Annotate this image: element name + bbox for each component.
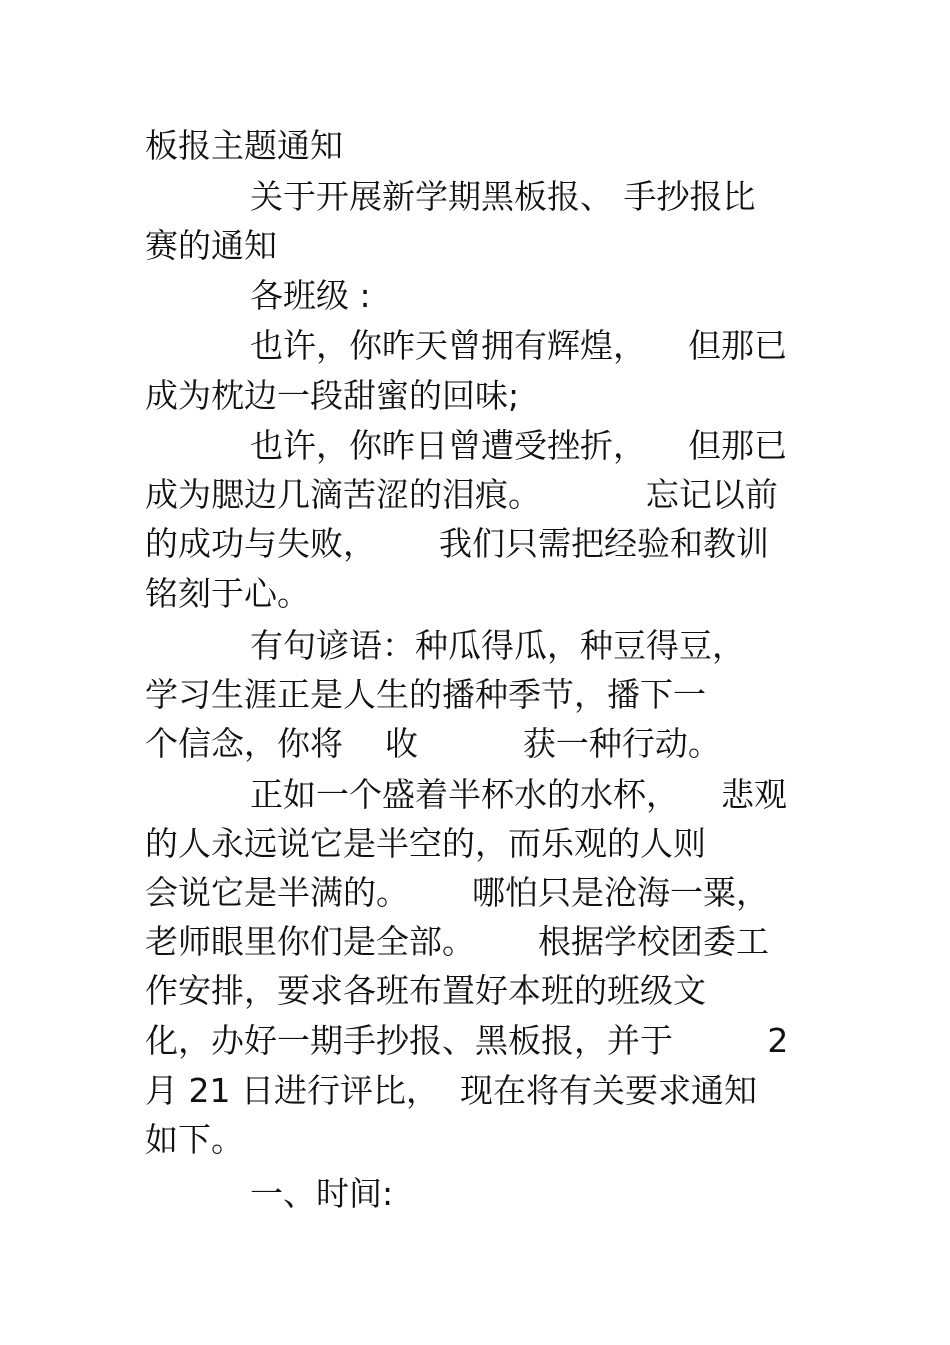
body-line: 化，办好一期手抄报、黑板报，并于 2 bbox=[145, 1021, 789, 1060]
body-line: 有句谚语：种瓜得瓜，种豆得豆， bbox=[250, 626, 745, 665]
document-title-line-1: 关于开展新学期黑板报、 手抄报比 bbox=[250, 177, 756, 216]
body-line: 成为腮边几滴苦涩的泪痕。 忘记以前 bbox=[145, 475, 778, 514]
salutation: 各班级 : bbox=[250, 276, 371, 315]
body-line: 正如一个盛着半杯水的水杯， 悲观 bbox=[250, 775, 787, 814]
body-line: 的成功与失败， 我们只需把经验和教训 bbox=[145, 524, 769, 563]
section-heading-time: 一、时间: bbox=[250, 1174, 394, 1213]
body-line: 如下。 bbox=[145, 1120, 244, 1159]
body-line: 的人永远说它是半空的，而乐观的人则 bbox=[145, 824, 706, 863]
body-line: 会说它是半满的。 哪怕只是沧海一粟， bbox=[145, 873, 769, 912]
body-line: 老师眼里你们是全部。 根据学校团委工 bbox=[145, 922, 769, 961]
body-line: 也许，你昨日曾遭受挫折， 但那已 bbox=[250, 426, 787, 465]
body-line: 作安排，要求各班布置好本班的班级文 bbox=[145, 971, 706, 1010]
body-line: 个信念，你将 收 获一种行动。 bbox=[145, 724, 721, 763]
document-title-line-2: 赛的通知 bbox=[145, 226, 277, 265]
body-line: 铭刻于心。 bbox=[145, 574, 310, 613]
body-line: 月 21 日进行评比， 现在将有关要求通知 bbox=[145, 1071, 757, 1110]
body-line: 成为枕边一段甜蜜的回味; bbox=[145, 376, 520, 415]
document-header: 板报主题通知 bbox=[145, 126, 343, 165]
body-line: 学习生涯正是人生的播种季节，播下一 bbox=[145, 675, 706, 714]
body-line: 也许，你昨天曾拥有辉煌， 但那已 bbox=[250, 326, 787, 365]
